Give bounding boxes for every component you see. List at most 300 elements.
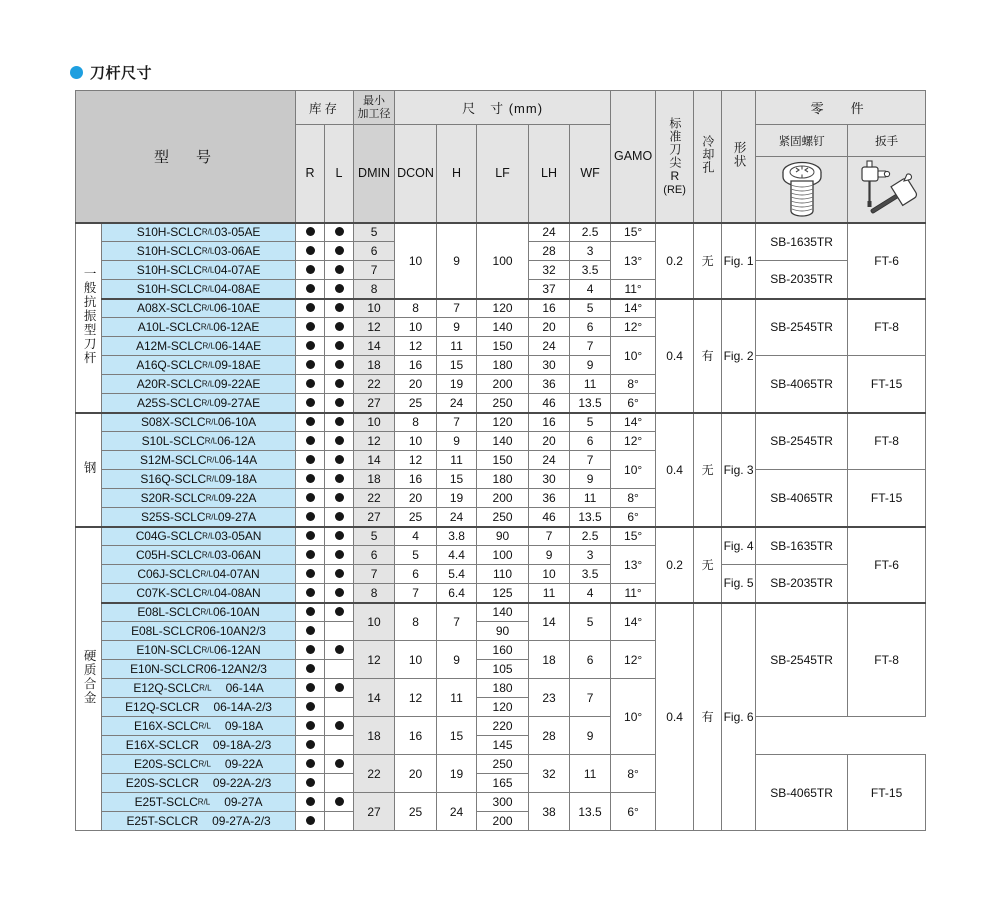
h-value: 9 <box>437 432 477 451</box>
header-stock-r: R <box>296 125 325 223</box>
lh-value: 9 <box>529 546 570 565</box>
nose-r-value: 0.2 <box>656 223 694 299</box>
lf-value: 200 <box>477 812 529 831</box>
lh-value: 30 <box>529 356 570 375</box>
lf-value: 160 <box>477 641 529 660</box>
model-name[interactable]: E12Q-SCLCR/L 06-14A <box>102 679 296 698</box>
table-row[interactable] <box>76 717 926 736</box>
stock-l <box>325 223 354 242</box>
dmin-value: 18 <box>354 717 395 755</box>
lh-value: 38 <box>529 793 570 831</box>
table-row[interactable] <box>76 603 926 622</box>
table-row[interactable] <box>76 565 926 584</box>
model-name[interactable]: S12M-SCLCR/L06-14A <box>102 451 296 470</box>
model-name[interactable]: E10N-SCLCR06-12AN2/3 <box>102 660 296 679</box>
stock-r <box>296 584 325 603</box>
stock-r <box>296 793 325 812</box>
dmin-value: 6 <box>354 546 395 565</box>
stock-r <box>296 717 325 736</box>
h-value: 19 <box>437 375 477 394</box>
stock-l <box>325 375 354 394</box>
h-value: 19 <box>437 755 477 793</box>
lh-value: 24 <box>529 223 570 242</box>
header-h: H <box>437 125 477 223</box>
wrench-value: FT-6 <box>848 527 926 603</box>
gamo-value: 14° <box>611 603 656 641</box>
stock-l <box>325 717 354 736</box>
stock-l <box>325 603 354 622</box>
stock-r <box>296 413 325 432</box>
lf-value: 140 <box>477 318 529 337</box>
wf-value: 5 <box>570 413 611 432</box>
lf-value: 125 <box>477 584 529 603</box>
wrench-value: FT-6 <box>848 223 926 299</box>
stock-l <box>325 470 354 489</box>
model-name[interactable]: E20S-SCLCR 09-22A-2/3 <box>102 774 296 793</box>
model-name[interactable]: E16X-SCLCR/L 09-18A <box>102 717 296 736</box>
dcon-value: 20 <box>395 755 437 793</box>
dcon-value: 10 <box>395 223 437 299</box>
lh-value: 23 <box>529 679 570 717</box>
lh-value: 18 <box>529 641 570 679</box>
lh-value: 28 <box>529 717 570 755</box>
coolant-value: 有 <box>694 299 722 413</box>
dcon-value: 6 <box>395 565 437 584</box>
header-wrench-label: 扳手 <box>848 125 926 157</box>
model-name[interactable]: E25T-SCLCR 09-27A-2/3 <box>102 812 296 831</box>
h-value: 24 <box>437 793 477 831</box>
model-name[interactable]: A10L-SCLCR/L06-12AE <box>102 318 296 337</box>
lh-value: 20 <box>529 432 570 451</box>
header-dmin: DMIN <box>354 125 395 223</box>
screw-value: SB-2545TR <box>756 603 848 717</box>
section-title-text: 刀杆尺寸 <box>90 65 153 82</box>
nose-r-value: 0.4 <box>656 299 694 413</box>
h-value: 9 <box>437 641 477 679</box>
clamp-screw-glyph <box>779 159 825 219</box>
model-name[interactable]: A16Q-SCLCR/L09-18AE <box>102 356 296 375</box>
wf-value: 6 <box>570 641 611 679</box>
model-name[interactable]: S25S-SCLCR/L09-27A <box>102 508 296 527</box>
gamo-value: 12° <box>611 432 656 451</box>
wf-value: 9 <box>570 717 611 755</box>
gamo-value: 12° <box>611 318 656 337</box>
dcon-value: 12 <box>395 679 437 717</box>
stock-l <box>325 527 354 546</box>
screw-value: SB-2545TR <box>756 299 848 356</box>
dmin-value: 27 <box>354 394 395 413</box>
screw-value: SB-4065TR <box>756 356 848 413</box>
gamo-value: 11° <box>611 280 656 299</box>
lh-value: 32 <box>529 261 570 280</box>
dmin-value: 14 <box>354 679 395 717</box>
h-value: 4.4 <box>437 546 477 565</box>
model-name[interactable]: E08L-SCLCR06-10AN2/3 <box>102 622 296 641</box>
gamo-value: 14° <box>611 299 656 318</box>
h-value: 15 <box>437 717 477 755</box>
stock-r <box>296 375 325 394</box>
model-name[interactable]: S10H-SCLCR/L04-07AE <box>102 261 296 280</box>
coolant-value: 无 <box>694 413 722 527</box>
stock-l <box>325 812 354 831</box>
header-screw-label: 紧固螺钉 <box>756 125 848 157</box>
shape-value: Fig. 5 <box>722 565 756 603</box>
lf-value: 145 <box>477 736 529 755</box>
wf-value: 7 <box>570 451 611 470</box>
screw-value: SB-1635TR <box>756 527 848 565</box>
dcon-value: 25 <box>395 394 437 413</box>
lf-value: 140 <box>477 432 529 451</box>
wf-value: 5 <box>570 603 611 641</box>
gamo-value: 6° <box>611 793 656 831</box>
header-nose-r: 标准刀尖R (RE) <box>656 91 694 223</box>
dcon-value: 16 <box>395 717 437 755</box>
dcon-value: 5 <box>395 546 437 565</box>
wf-value: 7 <box>570 679 611 717</box>
category-label-carbide: 硬质合金 <box>76 527 102 831</box>
table-row[interactable] <box>76 356 926 375</box>
header-lh: LH <box>529 125 570 223</box>
dmin-value: 10 <box>354 413 395 432</box>
dmin-value: 8 <box>354 584 395 603</box>
model-name[interactable]: C07K-SCLCR/L04-08AN <box>102 584 296 603</box>
shape-value: Fig. 4 <box>722 527 756 565</box>
dmin-value: 22 <box>354 755 395 793</box>
wrench-value: FT-15 <box>848 356 926 413</box>
dcon-value: 12 <box>395 451 437 470</box>
gamo-value: 10° <box>611 451 656 489</box>
wf-value: 9 <box>570 356 611 375</box>
stock-r <box>296 261 325 280</box>
lh-value: 7 <box>529 527 570 546</box>
shape-value: Fig. 2 <box>722 299 756 413</box>
group-steel <box>76 413 926 527</box>
stock-l <box>325 489 354 508</box>
lh-value: 16 <box>529 413 570 432</box>
stock-l <box>325 432 354 451</box>
stock-l <box>325 565 354 584</box>
dmin-value: 12 <box>354 318 395 337</box>
h-value: 7 <box>437 299 477 318</box>
h-value: 7 <box>437 413 477 432</box>
h-value: 15 <box>437 356 477 375</box>
stock-l <box>325 622 354 641</box>
spec-table <box>75 90 926 831</box>
dmin-value: 27 <box>354 508 395 527</box>
lf-value: 180 <box>477 470 529 489</box>
lf-value: 100 <box>477 223 529 299</box>
lh-value: 28 <box>529 242 570 261</box>
wf-value: 5 <box>570 299 611 318</box>
stock-r <box>296 679 325 698</box>
section-title <box>70 62 152 83</box>
h-value: 11 <box>437 451 477 470</box>
stock-l <box>325 546 354 565</box>
screw-value: SB-2035TR <box>756 565 848 603</box>
model-name[interactable]: A08X-SCLCR/L06-10AE <box>102 299 296 318</box>
lf-value: 90 <box>477 527 529 546</box>
coolant-value: 有 <box>694 603 722 831</box>
model-name[interactable]: A20R-SCLCR/L09-22AE <box>102 375 296 394</box>
wf-value: 13.5 <box>570 508 611 527</box>
stock-r <box>296 774 325 793</box>
gamo-value: 12° <box>611 641 656 679</box>
stock-r <box>296 299 325 318</box>
stock-r <box>296 451 325 470</box>
gamo-value: 6° <box>611 508 656 527</box>
h-value: 24 <box>437 394 477 413</box>
dmin-value: 22 <box>354 489 395 508</box>
h-value: 6.4 <box>437 584 477 603</box>
lh-value: 11 <box>529 584 570 603</box>
stock-r <box>296 318 325 337</box>
dcon-value: 10 <box>395 641 437 679</box>
stock-l <box>325 280 354 299</box>
wf-value: 4 <box>570 584 611 603</box>
stock-l <box>325 242 354 261</box>
category-label-anti-vibration: 一般抗振型刀杆 <box>76 223 102 413</box>
dcon-value: 25 <box>395 508 437 527</box>
lh-value: 46 <box>529 394 570 413</box>
header-dmin-group: 最小 加工径 <box>354 91 395 125</box>
lh-value: 14 <box>529 603 570 641</box>
stock-r <box>296 755 325 774</box>
dmin-value: 10 <box>354 603 395 641</box>
lf-value: 150 <box>477 451 529 470</box>
model-name[interactable]: E10N-SCLCR/L06-12AN <box>102 641 296 660</box>
model-name[interactable]: S10H-SCLCR/L03-05AE <box>102 223 296 242</box>
lh-value: 10 <box>529 565 570 584</box>
wrench-value: FT-15 <box>848 470 926 527</box>
bullet-icon <box>70 66 83 79</box>
lf-value: 140 <box>477 603 529 622</box>
wf-value: 3.5 <box>570 565 611 584</box>
lf-value: 110 <box>477 565 529 584</box>
screw-value: SB-2545TR <box>756 413 848 470</box>
header-row-top <box>76 91 926 125</box>
dcon-value: 10 <box>395 318 437 337</box>
stock-r <box>296 736 325 755</box>
gamo-value: 13° <box>611 242 656 280</box>
table-row[interactable] <box>76 736 926 755</box>
lf-value: 200 <box>477 375 529 394</box>
lf-value: 250 <box>477 508 529 527</box>
category-label-steel: 钢 <box>76 413 102 527</box>
dmin-value: 14 <box>354 451 395 470</box>
stock-r <box>296 527 325 546</box>
model-name[interactable]: C05H-SCLCR/L03-06AN <box>102 546 296 565</box>
table-row[interactable] <box>76 470 926 489</box>
dcon-value: 10 <box>395 432 437 451</box>
model-name[interactable]: S10L-SCLCR/L06-12A <box>102 432 296 451</box>
wrench-value: FT-8 <box>848 603 926 717</box>
stock-l <box>325 299 354 318</box>
model-name[interactable]: A25S-SCLCR/L09-27AE <box>102 394 296 413</box>
dcon-value: 8 <box>395 413 437 432</box>
gamo-value: 8° <box>611 489 656 508</box>
lf-value: 250 <box>477 755 529 774</box>
table-row[interactable] <box>76 527 926 546</box>
stock-r <box>296 698 325 717</box>
lf-value: 120 <box>477 698 529 717</box>
stock-r <box>296 394 325 413</box>
stock-l <box>325 679 354 698</box>
lh-value: 37 <box>529 280 570 299</box>
wf-value: 7 <box>570 337 611 356</box>
model-name[interactable]: S10H-SCLCR/L04-08AE <box>102 280 296 299</box>
lf-value: 120 <box>477 413 529 432</box>
stock-r <box>296 603 325 622</box>
wrench-key-glyph <box>854 159 920 219</box>
model-name[interactable]: E08L-SCLCR/L06-10AN <box>102 603 296 622</box>
stock-r <box>296 280 325 299</box>
stock-l <box>325 318 354 337</box>
header-coolant: 冷却孔 <box>694 91 722 223</box>
group-carbide <box>76 527 926 831</box>
h-value: 11 <box>437 337 477 356</box>
gamo-value: 11° <box>611 584 656 603</box>
model-name[interactable]: E25T-SCLCR/L 09-27A <box>102 793 296 812</box>
gamo-value: 15° <box>611 527 656 546</box>
stock-r <box>296 812 325 831</box>
table-header-group <box>76 91 926 223</box>
stock-l <box>325 584 354 603</box>
stock-r <box>296 641 325 660</box>
lf-value: 120 <box>477 299 529 318</box>
table-row[interactable] <box>76 299 926 318</box>
lh-value: 24 <box>529 451 570 470</box>
clamp-screw-icon <box>756 157 848 223</box>
model-name[interactable]: C04G-SCLCR/L03-05AN <box>102 527 296 546</box>
dcon-value: 7 <box>395 584 437 603</box>
wf-value: 3 <box>570 242 611 261</box>
dmin-value: 22 <box>354 375 395 394</box>
dmin-value: 27 <box>354 793 395 831</box>
coolant-value: 无 <box>694 527 722 603</box>
stock-l <box>325 356 354 375</box>
dmin-value: 7 <box>354 565 395 584</box>
stock-l <box>325 660 354 679</box>
header-stock: 库存 <box>296 91 354 125</box>
table-row[interactable] <box>76 755 926 774</box>
nose-r-value: 0.4 <box>656 413 694 527</box>
model-name[interactable]: S20R-SCLCR/L09-22A <box>102 489 296 508</box>
header-wf: WF <box>570 125 611 223</box>
stock-r <box>296 242 325 261</box>
model-name[interactable]: E12Q-SCLCR 06-14A-2/3 <box>102 698 296 717</box>
header-dcon: DCON <box>395 125 437 223</box>
wrench-value: FT-15 <box>848 755 926 831</box>
stock-l <box>325 698 354 717</box>
gamo-value: 6° <box>611 394 656 413</box>
stock-r <box>296 489 325 508</box>
table-row[interactable] <box>76 413 926 432</box>
h-value: 9 <box>437 318 477 337</box>
stock-r <box>296 622 325 641</box>
wf-value: 3.5 <box>570 261 611 280</box>
gamo-value: 10° <box>611 337 656 375</box>
stock-r <box>296 223 325 242</box>
table-row[interactable] <box>76 223 926 242</box>
h-value: 11 <box>437 679 477 717</box>
wf-value: 6 <box>570 318 611 337</box>
nose-r-value: 0.2 <box>656 527 694 603</box>
stock-l <box>325 508 354 527</box>
stock-l <box>325 261 354 280</box>
shape-value: Fig. 1 <box>722 223 756 299</box>
model-name[interactable]: E20S-SCLCR/L 09-22A <box>102 755 296 774</box>
model-name[interactable]: S10H-SCLCR/L03-06AE <box>102 242 296 261</box>
dmin-value: 12 <box>354 641 395 679</box>
wrench-value: FT-8 <box>848 299 926 356</box>
stock-l <box>325 451 354 470</box>
lh-value: 20 <box>529 318 570 337</box>
stock-l <box>325 755 354 774</box>
lh-value: 46 <box>529 508 570 527</box>
lh-value: 24 <box>529 337 570 356</box>
dmin-value: 7 <box>354 261 395 280</box>
wf-value: 11 <box>570 489 611 508</box>
lf-value: 150 <box>477 337 529 356</box>
lf-value: 220 <box>477 717 529 736</box>
dmin-value: 10 <box>354 299 395 318</box>
dcon-value: 20 <box>395 375 437 394</box>
wf-value: 4 <box>570 280 611 299</box>
screw-value: SB-4065TR <box>756 470 848 527</box>
wf-value: 2.5 <box>570 223 611 242</box>
h-value: 19 <box>437 489 477 508</box>
dcon-value: 8 <box>395 603 437 641</box>
stock-l <box>325 793 354 812</box>
lf-value: 180 <box>477 679 529 698</box>
stock-r <box>296 356 325 375</box>
wf-value: 11 <box>570 755 611 793</box>
wf-value: 13.5 <box>570 394 611 413</box>
wf-value: 9 <box>570 470 611 489</box>
dcon-value: 16 <box>395 356 437 375</box>
coolant-value: 无 <box>694 223 722 299</box>
model-name[interactable]: C06J-SCLCR/L04-07AN <box>102 565 296 584</box>
stock-r <box>296 337 325 356</box>
lh-value: 32 <box>529 755 570 793</box>
wf-value: 3 <box>570 546 611 565</box>
wrench-key-icon <box>848 157 926 223</box>
gamo-value: 8° <box>611 375 656 394</box>
header-model: 型 号 <box>76 91 296 223</box>
header-shape: 形状 <box>722 91 756 223</box>
dmin-value: 5 <box>354 527 395 546</box>
h-value: 7 <box>437 603 477 641</box>
wf-value: 11 <box>570 375 611 394</box>
screw-value: SB-2035TR <box>756 261 848 299</box>
gamo-value: 14° <box>611 413 656 432</box>
gamo-value: 15° <box>611 223 656 242</box>
header-lf: LF <box>477 125 529 223</box>
gamo-value: 8° <box>611 755 656 793</box>
model-name[interactable]: S08X-SCLCR/L06-10A <box>102 413 296 432</box>
dcon-value: 4 <box>395 527 437 546</box>
stock-r <box>296 508 325 527</box>
dmin-value: 14 <box>354 337 395 356</box>
model-name[interactable]: S16Q-SCLCR/L09-18A <box>102 470 296 489</box>
nose-r-value: 0.4 <box>656 603 694 831</box>
wf-value: 6 <box>570 432 611 451</box>
stock-l <box>325 337 354 356</box>
model-name[interactable]: E16X-SCLCR 09-18A-2/3 <box>102 736 296 755</box>
lf-value: 105 <box>477 660 529 679</box>
header-stock-l: L <box>325 125 354 223</box>
model-name[interactable]: A12M-SCLCR/L06-14AE <box>102 337 296 356</box>
